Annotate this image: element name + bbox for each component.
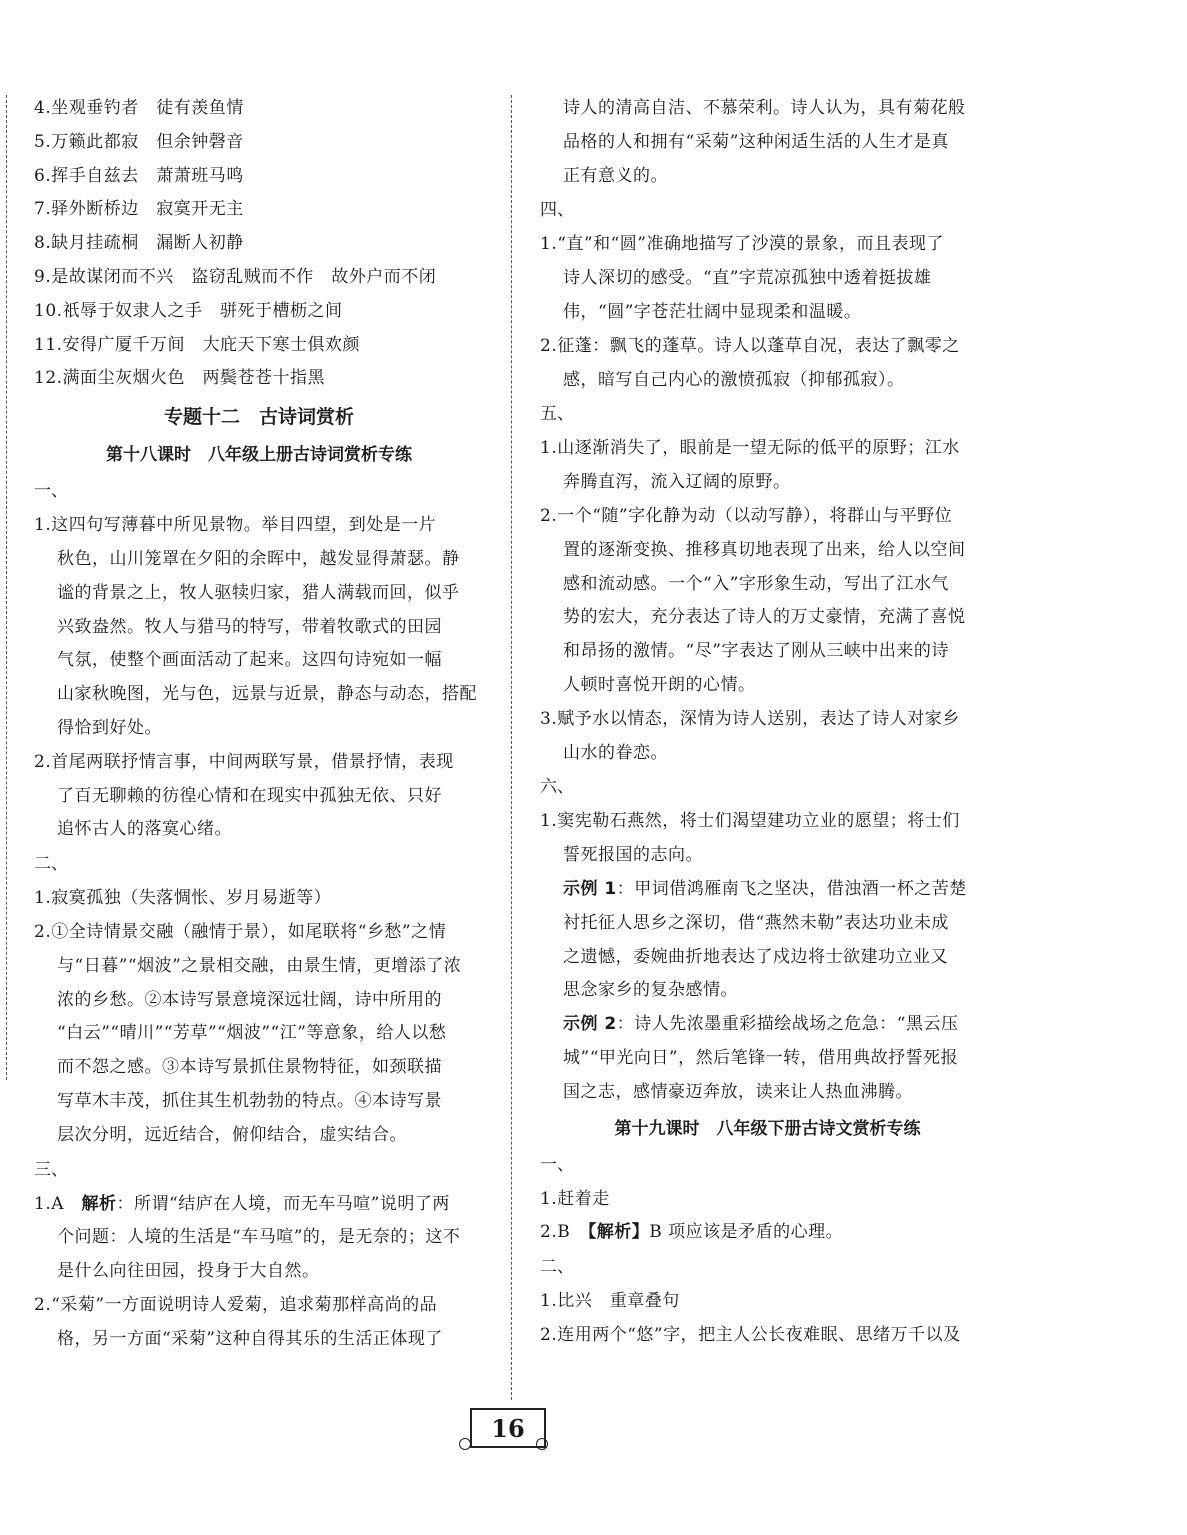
topic-title: 专题十二 古诗词赏析 [163, 406, 354, 429]
text-line: 浓的乡愁。②本诗写景意境深远壮阔，诗中所用的 [57, 989, 442, 1010]
left-column [34, 92, 484, 1357]
text-line: 2.①全诗情景交融（融情于景），如尾联将“乡愁”之情 [34, 921, 447, 942]
text-line: 奔腾直泻，流入辽阔的原野。 [563, 472, 791, 493]
answer-line: 2.连用两个“悠”字，把主人公长夜难眠、思绪万千以及 [540, 1324, 961, 1345]
text-line: 2.“采菊”一方面说明诗人爱菊，追求菊那样高尚的品 [34, 1294, 438, 1315]
text-line: 8.缺月挂疏桐 漏断人初静 [34, 233, 244, 254]
page-number-ornament [459, 1438, 471, 1450]
text-line: 1.山逐渐消失了，眼前是一望无际的低平的原野；江水 [540, 438, 960, 459]
text-line: 伟，“圆”字苍茫壮阔中显现柔和温暖。 [563, 301, 862, 322]
text-line: 1.寂寞孤独（失落惆怅、岁月易逝等） [34, 888, 332, 909]
poem-lines [34, 92, 484, 396]
example-2-line: 示例 2：诗人先浓墨重彩描绘战场之危急：“黑云压 [563, 1014, 959, 1035]
text-line: 4.坐观垂钓者 徒有羡鱼情 [34, 98, 244, 118]
section-5-answers [540, 432, 995, 770]
binding-margin-rule [6, 95, 7, 1080]
text-line: 追怀古人的落寞心绪。 [57, 819, 232, 840]
text-line: 正有意义的。 [563, 165, 668, 186]
page-number: 16 [470, 1408, 546, 1448]
text-line: 秋色，山川笼罩在夕阳的余晖中，越发显得萧瑟。静 [57, 548, 460, 569]
text-line: 诗人深切的感受。“直”字荒凉孤独中透着挺拔雄 [563, 268, 932, 289]
text-line: 城”“甲光向日”，然后笔锋一转，借用典故抒誓死报 [563, 1047, 959, 1068]
text-line: 之遗憾，委婉曲折地表达了戍边将士欲建功立业又 [563, 946, 948, 967]
section-2-answers [34, 882, 484, 1152]
text-line: 了百无聊赖的彷徨心情和在现实中孤独无依、只好 [57, 785, 442, 806]
section-6-answers [540, 805, 995, 873]
text-line: 誓死报国的志向。 [563, 845, 703, 866]
column-divider [511, 95, 512, 1400]
right-column [540, 92, 995, 1353]
section-heading: 六、 [540, 777, 574, 798]
text-line: 品格的人和拥有“采菊”这种闲适生活的人生才是真 [563, 131, 949, 152]
text-line: 7.驿外断桥边 寂寞开无主 [34, 199, 244, 220]
example-1-text [540, 907, 995, 1008]
answer-line: 1.比兴 重章叠句 [540, 1291, 680, 1312]
lesson-title: 第十八课时 八年级上册古诗词赏析专练 [106, 445, 412, 466]
text-line: 思念家乡的复杂感情。 [563, 980, 738, 1001]
text-line: 3.赋予水以情态，深情为诗人送别，表达了诗人对家乡 [540, 708, 960, 729]
text-line: 感，暗写自己内心的激愤孤寂（抑郁孤寂）。 [563, 369, 905, 390]
text-line: 衬托征人思乡之深切，借“燕然未勒”表达功业未成 [563, 912, 949, 933]
section-heading: 四、 [540, 200, 574, 221]
text-line: 11.安得广厦千万间 大庇天下寒士俱欢颜 [34, 334, 361, 355]
text-line: 置的逐渐变换、推移真切地表现了出来，给人以空间 [563, 539, 966, 560]
answer-line: 2.B 【解析】B 项应该是矛盾的心理。 [540, 1222, 844, 1243]
text-line: 兴致盎然。牧人与猎马的特写，带着牧歌式的田园 [57, 616, 442, 637]
continued-answer [540, 92, 995, 193]
text-line: 1.窦宪勒石燕然，将士们渴望建功立业的愿望；将士们 [540, 811, 960, 832]
text-line: 与“日暮”“烟波”之景相交融，由景生情，更增添了浓 [57, 955, 462, 976]
text-line: 和昂扬的激情。“尽”字表达了刚从三峡中出来的诗 [563, 641, 949, 662]
text-line: 个问题：人境的生活是“车马喧”的，是无奈的；这不 [57, 1227, 461, 1248]
text-line: 而不怨之感。③本诗写景抓住景物特征，如颈联描 [57, 1057, 442, 1078]
answer-line: 1.赶着走 [540, 1188, 610, 1209]
section-heading: 一、 [34, 481, 68, 502]
text-line: 2.一个“随”字化静为动（以动写静），将群山与平野位 [540, 505, 953, 526]
text-line: 人顿时喜悦开朗的心情。 [563, 674, 756, 695]
text-line: 5.万籁此都寂 但余钟磬音 [34, 131, 244, 152]
text-line: 1.这四句写薄暮中所见景物。举目四望，到处是一片 [34, 515, 437, 536]
lesson-2-title: 第十九课时 八年级下册古诗文赏析专练 [614, 1118, 921, 1139]
section-3-answers [34, 1221, 484, 1356]
answer-line: 1.A 解析：所谓“结庐在人境，而无车马喧”说明了两 [34, 1193, 450, 1214]
text-line: 山家秋晚图，光与色，远景与近景，静态与动态，搭配 [57, 684, 477, 705]
text-line: 格，另一方面“采菊”这种自得其乐的生活正体现了 [57, 1328, 443, 1349]
text-line: 感和流动感。一个“入”字形象生动，写出了江水气 [563, 573, 949, 594]
text-line: “白云”“晴川”“芳草”“烟波”“江”等意象，给人以愁 [57, 1023, 447, 1044]
text-line: 9.是故谋闭而不兴 盗窃乱贼而不作 故外户而不闭 [34, 266, 437, 287]
text-line: 得恰到好处。 [57, 717, 162, 738]
text-line: 2.征蓬：飘飞的蓬草。诗人以蓬草自况，表达了飘零之 [540, 335, 960, 356]
section-heading: 三、 [34, 1159, 68, 1180]
text-line: 势的宏大，充分表达了诗人的万丈豪情，充满了喜悦 [563, 607, 966, 628]
text-line: 谧的背景之上，牧人驱犊归家，猎人满载而回，似乎 [57, 582, 460, 603]
text-line: 1.“直”和“圆”准确地描写了沙漠的景象，而且表现了 [540, 234, 944, 255]
text-line: 6.挥手自兹去 萧萧班马鸣 [34, 165, 244, 186]
text-line: 是什么向往田园，投身于大自然。 [57, 1261, 320, 1282]
text-line: 写草木丰茂，抓住其生机勃勃的特点。④本诗写景 [57, 1090, 442, 1111]
example-1-line: 示例 1：甲词借鸿雁南飞之坚决，借浊酒一杯之苦楚 [563, 878, 967, 899]
text-line: 气氛，使整个画面活动了起来。这四句诗宛如一幅 [57, 650, 442, 671]
example-2-text [540, 1042, 995, 1110]
text-line: 10.祇辱于奴隶人之手 骈死于槽枥之间 [34, 300, 343, 321]
text-line: 层次分明，远近结合，俯仰结合，虚实结合。 [57, 1124, 407, 1145]
section-heading: 五、 [540, 404, 574, 425]
text-line: 12.满面尘灰烟火色 两鬓苍苍十指黑 [34, 368, 326, 389]
page-number-ornament [536, 1438, 548, 1450]
text-line: 2.首尾两联抒情言事，中间两联写景，借景抒情，表现 [34, 751, 454, 772]
text-line: 山水的眷恋。 [563, 742, 668, 763]
section-heading: 二、 [540, 1257, 574, 1278]
text-line: 国之志，感情豪迈奔放，读来让人热血沸腾。 [563, 1081, 913, 1102]
section-1-answers [34, 509, 484, 847]
section-heading: 一、 [540, 1154, 574, 1175]
section-4-answers [540, 228, 995, 397]
section-heading: 二、 [34, 854, 68, 875]
text-line: 诗人的清高自洁、不慕荣利。诗人认为，具有菊花般 [563, 98, 966, 118]
